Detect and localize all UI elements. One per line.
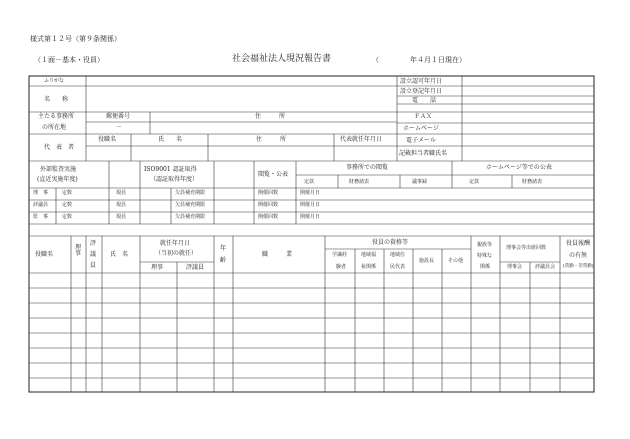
attendance-board: 理事会 [507,264,523,270]
age-char-1: 年 [220,245,227,252]
qual-facility-head: 施設長 [419,258,435,264]
form-number: 様式第１２号（第９条関係） [30,35,121,43]
compensation-header-2: の有無 [569,252,588,259]
attendance-header: 理事会等出席回数 [506,245,547,251]
qual-welfare-2: 祉関係 [361,264,377,270]
office-gijiroku: 議事録 [412,179,428,185]
meetings-label: 開催回数 [258,202,279,208]
qual-resident-2: 民代表 [390,264,406,270]
registration-date-label: 設立登記年月日 [400,88,443,95]
page-title: 社会福祉法人現況報告書 [232,54,332,64]
fill-deadline-label: 欠員補充期限 [175,214,206,220]
quota-role-director: 理 事 [33,190,49,196]
quota-label: 定数 [62,202,73,208]
compensation-header-1: 役員報酬 [566,240,591,247]
qual-academic-1: 学識経 [332,252,348,258]
attendance-council: 評議員会 [535,264,556,270]
approval-date-label: 設立認可年月日 [400,78,443,85]
tenure-sub-director: 理事 [151,264,164,271]
qual-other: その他 [448,258,464,264]
homepage-label: ホームページ [403,125,439,132]
quota-label: 定数 [62,190,73,196]
rep-address-col: 住 所 [256,136,287,143]
office-view-label: 事務所での閲覧 [346,164,389,171]
office-label-1: 主たる事務所 [38,113,75,120]
name-label: 名 称 [44,96,69,103]
date-open: （ [372,56,379,64]
dates-label: 開催月日 [300,202,321,208]
qual-resident-1: 地域住 [390,252,406,258]
rep-title-col: 役職名 [98,136,117,143]
dates-label: 開催月日 [300,214,321,220]
web-zaimu: 財務諸表 [522,179,543,185]
web-publication-label: ホームページ等での公表 [486,164,552,171]
quota-role-councilor: 評議員 [33,202,49,208]
sheet-label: （１面－基本・役員） [34,56,104,64]
iso-label-1: ISO9001 認証取得 [144,166,197,173]
date-text: 年４月１日現在） [410,56,466,64]
officer-name-header: 氏 名 [110,251,129,258]
quota-role-auditor: 監 事 [33,214,49,220]
meetings-label: 開催回数 [258,214,279,220]
officer-director-header: 理 事 [75,244,82,257]
dates-label: 開催月日 [300,190,321,196]
furigana-label: ふりがな [44,78,65,84]
tenure-header-2: （当初の就任） [155,250,198,257]
meetings-label: 開催回数 [258,190,279,196]
rep-name-col: 氏 名 [158,136,183,143]
iso-label-2: （認証取得年度） [150,176,199,183]
postal-label: 郵便番号 [106,113,131,120]
fill-deadline-label: 欠員補充期限 [175,202,206,208]
office-zaimu: 財務諸表 [349,179,370,185]
disclosure-label: 閲覧・公表 [258,171,289,178]
phone-label: 電 話 [412,97,437,104]
address-label: 住 所 [255,113,286,120]
qual-academic-2: 験者 [336,264,347,270]
relation-header-2: 特殊な [477,253,493,259]
current-label: 現員 [116,202,127,208]
fax-label: ＦＡＸ [414,113,433,120]
tenure-sub-councilor: 評議員 [186,264,205,271]
quota-label: 定数 [62,214,73,220]
councilor-char-3: 員 [90,262,97,269]
officer-position-header: 役職名 [35,251,54,258]
qual-welfare-1: 地域福 [361,252,377,258]
postal-dash: － [116,124,123,131]
relation-header-3: 関係 [480,264,491,270]
compensation-header-3: (常勤・非常勤) [563,264,594,269]
recorder-label: 記載担当者職氏名 [399,150,448,157]
representative-label: 代 表 者 [44,144,75,151]
office-teikan: 定款 [304,179,315,185]
current-label: 現員 [116,190,127,196]
councilor-char-2: 議 [90,251,97,258]
occupation-header: 職 業 [262,251,293,258]
relation-header-1: 親族等 [477,242,493,248]
tenure-header-1: 就任年月日 [160,240,191,247]
fill-deadline-label: 欠員補充期限 [175,190,206,196]
councilor-char-1: 評 [90,240,97,247]
web-teikan: 定款 [469,179,480,185]
qualifications-header: 役員の資格等 [372,239,409,246]
age-char-2: 齢 [220,257,227,264]
external-audit-label-2: (直近実施年度) [37,176,78,183]
current-label: 現員 [116,214,127,220]
rep-tenure-col: 代表就任年月日 [340,136,383,143]
office-label-2: の所在地 [42,124,67,131]
email-label: 電子メール [406,137,436,144]
external-audit-label-1: 外部監査実施 [40,166,77,173]
